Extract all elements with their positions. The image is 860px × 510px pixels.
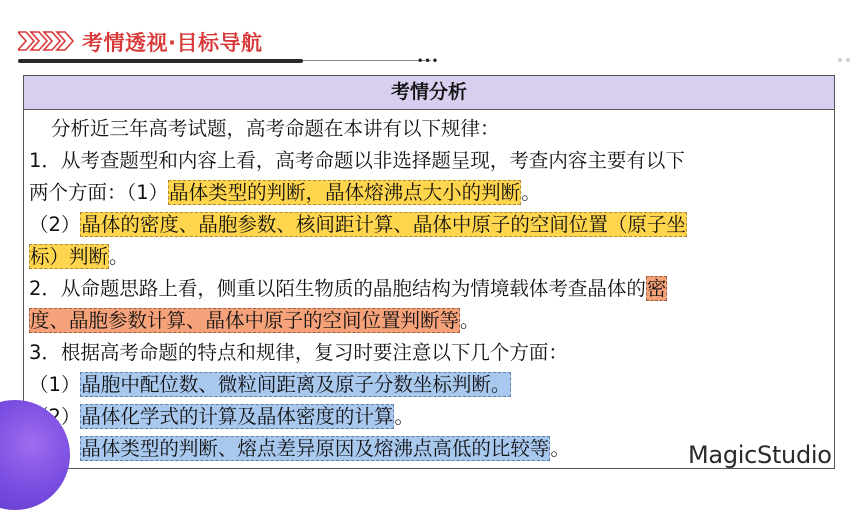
review-item-2 <box>29 401 834 433</box>
title-underline <box>18 59 303 63</box>
period: 。 <box>460 309 480 332</box>
highlight-orange: 密 <box>646 277 667 300</box>
watermark-logo: MagicStudio <box>688 441 832 469</box>
point2-text: 2．从命题思路上看，侧重以陌生物质的晶胞结构为情境载体考查晶体的 <box>29 277 646 300</box>
analysis-table <box>23 75 835 469</box>
point2-line1 <box>29 273 834 305</box>
highlight-blue: 晶体化学式的计算及晶体密度的计算 <box>81 405 394 428</box>
point2-line2 <box>29 305 834 337</box>
item-number: （2） <box>29 213 81 236</box>
divider-line <box>303 60 431 61</box>
dot-decoration <box>846 58 850 62</box>
period: 。 <box>109 245 129 268</box>
point1-line1: 1．从考查题型和内容上看，高考命题以非选择题呈现，考查内容主要有以下 <box>29 149 685 172</box>
chevrons-icon <box>18 30 80 52</box>
table-heading: 考情分析 <box>24 76 834 110</box>
highlight-yellow: 晶体的密度、晶胞参数、核间距计算、晶体中原子的空间位置（原子坐 <box>81 213 686 236</box>
review-item-1 <box>29 369 834 401</box>
highlight-orange: 度、晶胞参数计算、晶体中原子的空间位置判断等 <box>30 309 460 332</box>
point1-line3 <box>29 209 834 241</box>
highlight-blue: 晶胞中配位数、微粒间距离及原子分数坐标判断。 <box>81 373 511 396</box>
section-header <box>0 0 860 75</box>
period: 。 <box>394 405 414 428</box>
point1-line2 <box>29 177 834 209</box>
point1-text: 两个方面：（1） <box>29 181 169 204</box>
dot-decoration <box>838 58 842 62</box>
page-title: 考情透视·目标导航 <box>82 31 263 55</box>
period: 。 <box>550 437 570 460</box>
highlight-yellow: 标）判断 <box>30 245 109 268</box>
period: 。 <box>521 181 541 204</box>
item-number: （1） <box>29 373 81 396</box>
highlight-yellow: 晶体类型的判断，晶体熔沸点大小的判断 <box>169 181 521 204</box>
table-content <box>24 110 834 465</box>
point3-line: 3．根据高考命题的特点和规律，复习时要注意以下几个方面： <box>29 341 568 364</box>
dots-decoration: ••• <box>417 56 440 67</box>
highlight-blue: 晶体类型的判断、熔点差异原因及熔沸点高低的比较等 <box>81 437 550 460</box>
point1-line4 <box>29 241 834 273</box>
intro-line: 分析近三年高考试题，高考命题在本讲有以下规律： <box>51 117 500 140</box>
